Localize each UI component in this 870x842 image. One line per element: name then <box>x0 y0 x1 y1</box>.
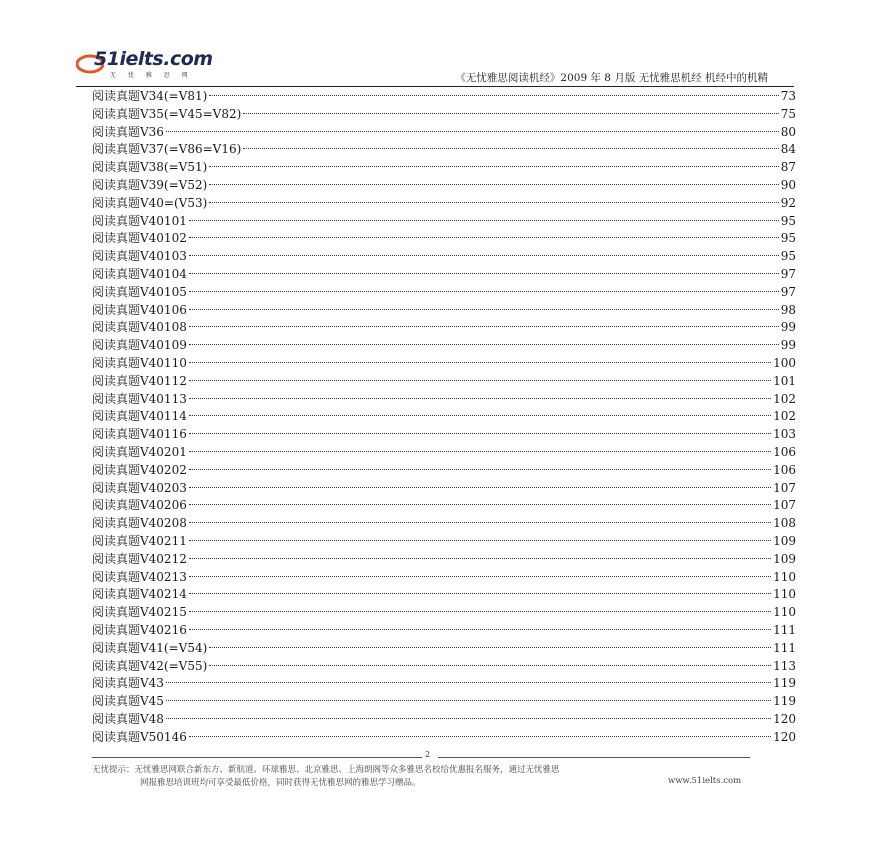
toc-entry-page: 80 <box>780 124 796 139</box>
toc-entry-page: 84 <box>780 142 796 157</box>
toc-entry-page: 103 <box>773 427 796 442</box>
toc-entry[interactable] <box>92 177 796 195</box>
toc-leader-dots <box>209 665 771 666</box>
toc-leader-dots <box>189 487 771 488</box>
toc-entry[interactable] <box>92 213 796 231</box>
toc-entry-label: 阅读真题V40211 <box>92 533 187 548</box>
toc-entry-label: 阅读真题V40212 <box>92 551 187 566</box>
toc-entry-label: 阅读真题V40109 <box>92 338 187 353</box>
toc-entry-page: 111 <box>773 640 796 655</box>
toc-leader-dots <box>166 131 779 132</box>
toc-entry[interactable] <box>92 266 796 284</box>
toc-entry-label: 阅读真题V40206 <box>92 498 187 513</box>
toc-entry-page: 98 <box>780 302 796 317</box>
toc-entry[interactable] <box>92 497 796 515</box>
toc-entry-page: 109 <box>773 551 796 566</box>
toc-entry-label: 阅读真题V40203 <box>92 480 187 495</box>
footer-url[interactable]: www.51ielts.com <box>668 776 742 786</box>
toc-leader-dots <box>189 273 779 274</box>
toc-leader-dots <box>189 611 771 612</box>
toc-entry-page: 97 <box>780 266 796 281</box>
toc-leader-dots <box>189 540 771 541</box>
toc-entry-page: 92 <box>780 195 796 210</box>
toc-entry-label: 阅读真题V50146 <box>92 729 187 744</box>
toc-entry-label: 阅读真题V40102 <box>92 231 187 246</box>
logo-text: 51ielts.com <box>94 48 213 70</box>
toc-entry[interactable] <box>92 195 796 213</box>
toc-entry[interactable] <box>92 640 796 658</box>
toc-entry-label: 阅读真题V40208 <box>92 516 187 531</box>
footer-divider-left <box>92 757 422 758</box>
toc-entry-label: 阅读真题V39(=V52) <box>92 177 208 192</box>
toc-entry-page: 99 <box>780 338 796 353</box>
toc-entry-label: 阅读真题V40113 <box>92 391 187 406</box>
toc-entry-page: 101 <box>773 373 796 388</box>
toc-entry-page: 107 <box>773 498 796 513</box>
toc-entry-label: 阅读真题V34(=V81) <box>92 89 208 103</box>
toc-entry-label: 阅读真题V38(=V51) <box>92 160 208 175</box>
toc-entry[interactable] <box>92 124 796 142</box>
toc-leader-dots <box>189 291 779 292</box>
logo <box>76 48 226 82</box>
toc-entry-page: 109 <box>773 533 796 548</box>
toc-leader-dots <box>209 647 771 648</box>
toc-entry-page: 87 <box>780 160 796 175</box>
header-divider <box>76 86 794 87</box>
toc-leader-dots <box>189 736 771 737</box>
toc-leader-dots <box>209 95 778 96</box>
toc-entry-page: 102 <box>773 409 796 424</box>
toc-entry-page: 120 <box>773 729 796 744</box>
toc-entry-label: 阅读真题V40201 <box>92 444 187 459</box>
toc-leader-dots <box>189 362 771 363</box>
footer-note-line-1: 无忧提示：无忧雅思网联合新东方、新航道、环球雅思、北京雅思、上海朗阁等众多雅思名校给优惠报名服务，通过无忧雅思 <box>92 765 560 775</box>
toc-entry-label: 阅读真题V45 <box>92 694 164 709</box>
toc-leader-dots <box>189 415 771 416</box>
toc-entry[interactable] <box>92 337 796 355</box>
toc-leader-dots <box>189 309 779 310</box>
toc-entry[interactable] <box>92 141 796 159</box>
toc-entry[interactable] <box>92 533 796 551</box>
toc-entry[interactable] <box>92 693 796 711</box>
toc-entry[interactable] <box>92 658 796 676</box>
footer-note-line-2: 网报雅思培训班均可享受最低价格，同时获得无忧雅思网的雅思学习赠品。 <box>140 778 421 788</box>
toc-entry[interactable] <box>92 444 796 462</box>
toc-entry[interactable] <box>92 106 796 124</box>
toc-leader-dots <box>189 326 779 327</box>
toc-entry-page: 99 <box>780 320 796 335</box>
table-of-contents <box>92 88 796 746</box>
toc-entry-page: 110 <box>773 587 796 602</box>
toc-leader-dots <box>189 451 771 452</box>
toc-entry-label: 阅读真题V40105 <box>92 284 187 299</box>
toc-leader-dots <box>189 380 771 381</box>
toc-entry-label: 阅读真题V40108 <box>92 320 187 335</box>
toc-entry-page: 73 <box>780 89 796 103</box>
toc-entry[interactable] <box>92 302 796 320</box>
toc-entry-page: 107 <box>773 480 796 495</box>
toc-entry-page: 102 <box>773 391 796 406</box>
toc-entry-label: 阅读真题V40215 <box>92 605 187 620</box>
page-number: 2 <box>425 750 431 759</box>
toc-entry[interactable] <box>92 319 796 337</box>
toc-entry-page: 119 <box>773 676 796 691</box>
toc-entry-label: 阅读真题V40114 <box>92 409 187 424</box>
toc-entry-label: 阅读真题V36 <box>92 124 164 139</box>
toc-leader-dots <box>189 504 771 505</box>
toc-leader-dots <box>189 398 771 399</box>
toc-entry[interactable] <box>92 230 796 248</box>
toc-entry[interactable] <box>92 248 796 266</box>
toc-entry[interactable] <box>92 88 796 106</box>
toc-entry-label: 阅读真题V41(=V54) <box>92 640 208 655</box>
toc-entry-label: 阅读真题V40213 <box>92 569 187 584</box>
toc-entry-label: 阅读真题V40110 <box>92 355 187 370</box>
toc-entry[interactable] <box>92 355 796 373</box>
footer-divider-right <box>438 757 750 758</box>
toc-leader-dots <box>189 255 779 256</box>
toc-leader-dots <box>243 113 778 114</box>
toc-leader-dots <box>189 220 779 221</box>
toc-entry[interactable] <box>92 622 796 640</box>
toc-entry-label: 阅读真题V48 <box>92 711 164 726</box>
toc-entry-page: 106 <box>773 462 796 477</box>
toc-entry-page: 95 <box>780 249 796 264</box>
toc-leader-dots <box>209 184 778 185</box>
toc-entry[interactable] <box>92 551 796 569</box>
toc-entry[interactable] <box>92 159 796 177</box>
toc-entry[interactable] <box>92 604 796 622</box>
toc-entry-label: 阅读真题V40106 <box>92 302 187 317</box>
toc-entry[interactable] <box>92 462 796 480</box>
toc-leader-dots <box>189 576 771 577</box>
toc-entry-label: 阅读真题V40103 <box>92 249 187 264</box>
toc-entry-label: 阅读真题V40112 <box>92 373 187 388</box>
toc-entry-page: 97 <box>780 284 796 299</box>
toc-entry[interactable] <box>92 515 796 533</box>
toc-leader-dots <box>189 522 771 523</box>
toc-leader-dots <box>209 202 778 203</box>
toc-entry[interactable] <box>92 586 796 604</box>
toc-entry-label: 阅读真题V40104 <box>92 266 187 281</box>
toc-leader-dots <box>166 682 771 683</box>
toc-leader-dots <box>166 718 771 719</box>
toc-entry[interactable] <box>92 711 796 729</box>
toc-entry-label: 阅读真题V42(=V55) <box>92 658 208 673</box>
toc-entry[interactable] <box>92 729 796 747</box>
toc-leader-dots <box>166 700 771 701</box>
toc-leader-dots <box>189 593 771 594</box>
toc-entry-page: 113 <box>773 658 796 673</box>
toc-leader-dots <box>189 433 771 434</box>
toc-entry-page: 106 <box>773 444 796 459</box>
toc-entry-page: 110 <box>773 605 796 620</box>
toc-entry-page: 119 <box>773 694 796 709</box>
toc-entry-page: 100 <box>773 355 796 370</box>
toc-leader-dots <box>209 166 778 167</box>
toc-entry-page: 95 <box>780 231 796 246</box>
toc-leader-dots <box>189 344 779 345</box>
toc-entry-label: 阅读真题V40214 <box>92 587 187 602</box>
toc-entry-page: 95 <box>780 213 796 228</box>
toc-entry-label: 阅读真题V35(=V45=V82) <box>92 106 242 121</box>
toc-entry[interactable] <box>92 391 796 409</box>
toc-leader-dots <box>189 558 771 559</box>
toc-entry[interactable] <box>92 675 796 693</box>
toc-entry[interactable] <box>92 408 796 426</box>
toc-entry-label: 阅读真题V43 <box>92 676 164 691</box>
toc-entry[interactable] <box>92 569 796 587</box>
toc-entry[interactable] <box>92 284 796 302</box>
toc-leader-dots <box>189 237 779 238</box>
toc-entry-label: 阅读真题V40101 <box>92 213 187 228</box>
toc-leader-dots <box>189 469 771 470</box>
toc-entry-label: 阅读真题V37(=V86=V16) <box>92 142 242 157</box>
toc-entry-page: 75 <box>780 106 796 121</box>
toc-entry[interactable] <box>92 426 796 444</box>
toc-entry-page: 108 <box>773 516 796 531</box>
toc-leader-dots <box>189 629 771 630</box>
toc-entry[interactable] <box>92 373 796 391</box>
toc-entry-page: 120 <box>773 711 796 726</box>
toc-entry-label: 阅读真题V40216 <box>92 622 187 637</box>
toc-entry-label: 阅读真题V40=(V53) <box>92 195 208 210</box>
toc-entry-page: 110 <box>773 569 796 584</box>
toc-entry[interactable] <box>92 480 796 498</box>
header-title: 《无忧雅思阅读机经》2009 年 8 月版 无忧雅思机经 机经中的机精 <box>455 72 768 84</box>
toc-leader-dots <box>243 148 778 149</box>
toc-entry-page: 90 <box>780 177 796 192</box>
toc-entry-label: 阅读真题V40202 <box>92 462 187 477</box>
toc-entry-page: 111 <box>773 622 796 637</box>
logo-subtitle: 无 忧 雅 思 网 <box>110 72 193 79</box>
toc-entry-label: 阅读真题V40116 <box>92 427 187 442</box>
